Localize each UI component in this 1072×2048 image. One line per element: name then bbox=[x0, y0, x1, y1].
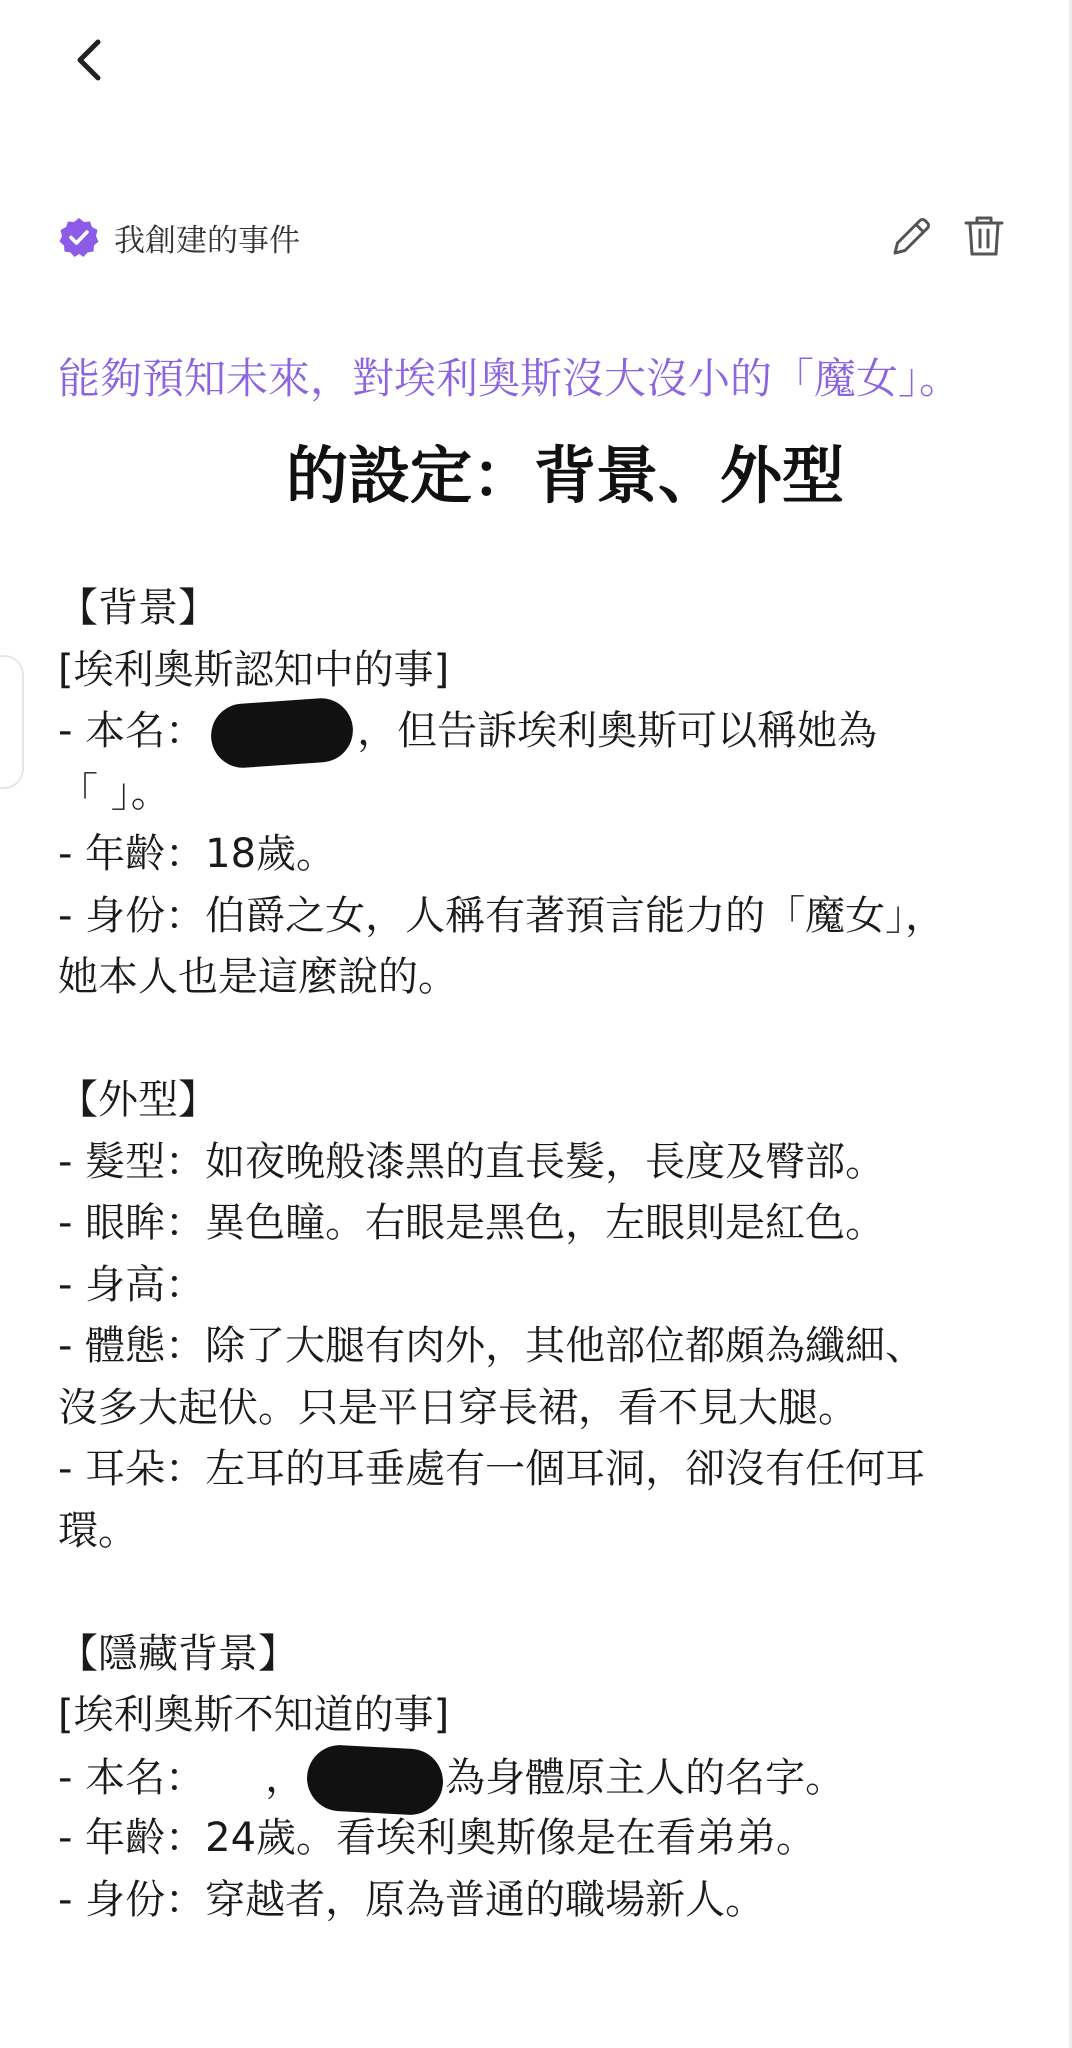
event-meta-row bbox=[58, 212, 300, 262]
back-button[interactable] bbox=[60, 28, 124, 92]
identity-line: - 身份：伯爵之女，人稱有著預言能力的「魔女」， bbox=[58, 892, 946, 939]
hidden-identity-line: - 身份：穿越者，原為普通的職場新人。 bbox=[58, 1876, 766, 1923]
chevron-left-icon bbox=[60, 28, 124, 92]
event-title-container bbox=[144, 430, 844, 522]
nickname-line: 「 」。 bbox=[58, 769, 171, 816]
edit-button[interactable] bbox=[886, 210, 938, 262]
event-subtitle: 能夠預知未來，對埃利奧斯沒大沒小的「魔女」。 bbox=[58, 354, 962, 403]
ears-line: - 耳朵：左耳的耳垂處有一個耳洞，卻沒有任何耳 bbox=[58, 1446, 926, 1492]
redaction-mark bbox=[209, 696, 355, 770]
hidden-age-line: - 年齡：24歲。看埃利奧斯像是在看弟弟。 bbox=[58, 1815, 817, 1861]
redaction-mark bbox=[306, 1743, 445, 1816]
event-title: 的設定：背景、外型 bbox=[285, 439, 844, 512]
section-heading: 【隱藏背景】 bbox=[58, 1630, 298, 1677]
body-line-continued: 沒多大起伏。只是平日穿長裙，看不見大腿。 bbox=[58, 1384, 858, 1431]
side-drawer-handle[interactable] bbox=[0, 655, 24, 789]
delete-button[interactable] bbox=[958, 210, 1010, 262]
hair-line: - 髮型：如夜晚般漆黑的直長髮，長度及臀部。 bbox=[58, 1138, 886, 1185]
subsection-heading: [埃利奧斯認知中的事] bbox=[58, 646, 450, 693]
section-heading: 【外型】 bbox=[58, 1077, 218, 1123]
body-line: - 體態：除了大腿有肉外，其他部位都頗為纖細、 bbox=[58, 1323, 926, 1369]
section-heading: 【背景】 bbox=[58, 585, 218, 631]
height-line: - 身高： bbox=[58, 1261, 206, 1308]
real-name-line: - 本名： ，但告訴埃利奧斯可以稱她為 bbox=[58, 701, 1018, 763]
age-line: - 年齡：18歲。 bbox=[58, 831, 337, 877]
pencil-icon bbox=[886, 210, 938, 262]
created-event-label: 我創建的事件 bbox=[114, 222, 300, 259]
subsection-heading: [埃利奧斯不知道的事] bbox=[58, 1692, 450, 1738]
identity-line-continued: 她本人也是這麼說的。 bbox=[58, 954, 458, 1000]
eyes-line: - 眼眸：異色瞳。右眼是黑色，左眼則是紅色。 bbox=[58, 1200, 886, 1246]
verified-badge-icon bbox=[58, 216, 100, 258]
ears-line-continued: 環。 bbox=[58, 1507, 138, 1554]
trash-icon bbox=[958, 210, 1010, 262]
event-description bbox=[58, 578, 1018, 1931]
hidden-name-line: - 本名： ， 為身體原主人的名字。 bbox=[58, 1747, 1018, 1809]
